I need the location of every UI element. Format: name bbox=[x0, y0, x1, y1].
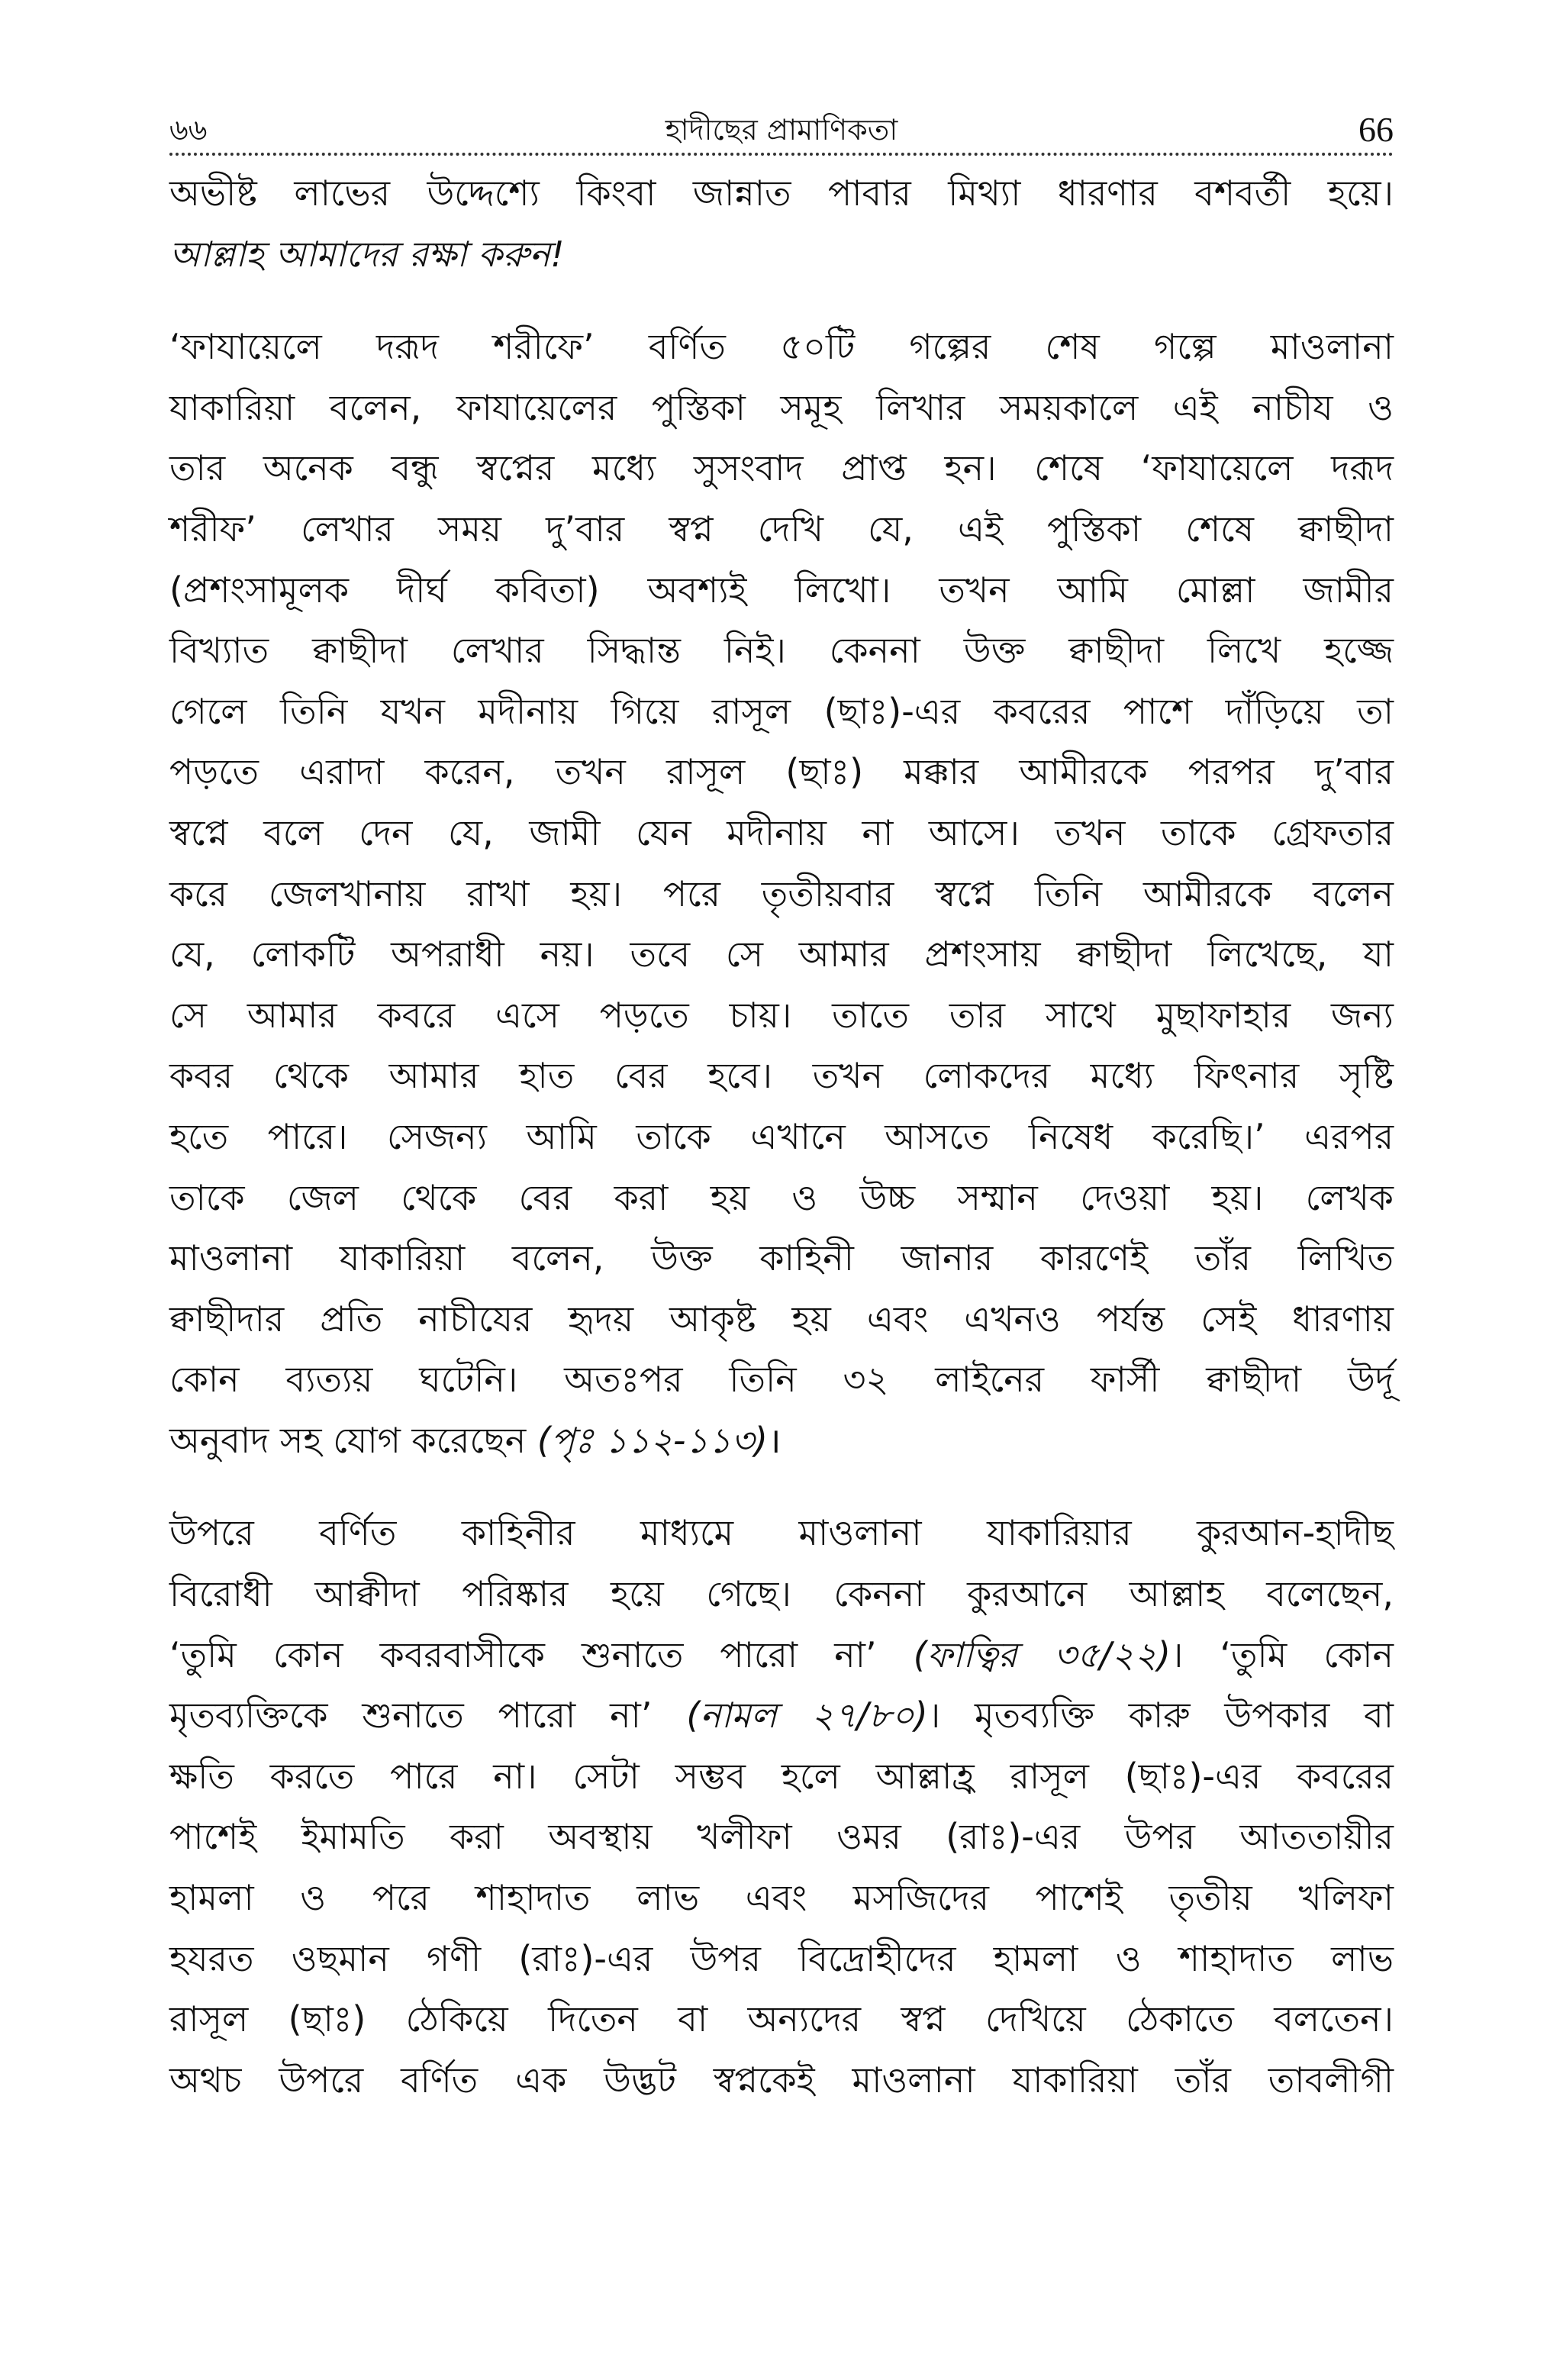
citation: (ফাত্বির ৩৫/২২) bbox=[913, 1633, 1171, 1675]
paragraph-1 bbox=[169, 163, 1394, 285]
text-line: ক্বাছীদার প্রতি নাচীযের হৃদয় আকৃষ্ট হয় এবং এখনও পর্যন্ত সেই ধারণায় bbox=[169, 1298, 1394, 1340]
text-run: । bbox=[767, 1419, 782, 1461]
page-number-english: 66 bbox=[1358, 110, 1394, 149]
text-line: তাকে জেল থেকে বের করা হয় ও উচ্চ সম্মান দেওয়া হয়। লেখক bbox=[169, 1176, 1394, 1218]
text-line: পাশেই ইমামতি করা অবস্থায় খলীফা ওমর (রাঃ)-এর উপর আততায়ীর bbox=[169, 1816, 1394, 1858]
text-line: অথচ উপরে বর্ণিত এক উদ্ভট স্বপ্নকেই মাওলানা যাকারিয়া তাঁর তাবলীগী bbox=[169, 2059, 1394, 2101]
text-line: সে আমার কবরে এসে পড়তে চায়। তাতে তার সাথে মুছাফাহার জন্য bbox=[169, 994, 1394, 1036]
header-dotted-rule bbox=[169, 153, 1394, 156]
citation: (নামল ২৭/৮০) bbox=[686, 1695, 928, 1737]
text-run: মৃতব্যক্তিকে শুনাতে পারো না’ bbox=[169, 1695, 687, 1737]
text-line: কোন ব্যত্যয় ঘটেনি। অতঃপর তিনি ৩২ লাইনের ফার্সী ক্বাছীদা উর্দূ bbox=[169, 1359, 1394, 1401]
text-line: পড়তে এরাদা করেন, তখন রাসূল (ছাঃ) মক্কার আমীরকে পরপর দু’বার bbox=[169, 751, 1394, 793]
paragraph-gap bbox=[169, 285, 1394, 317]
text-line: যাকারিয়া বলেন, ফাযায়েলের পুস্তিকা সমূহ লিখার সময়কালে এই নাচীয ও bbox=[169, 386, 1394, 428]
text-line-with-citation bbox=[169, 1625, 1394, 1686]
text-line-italic-prayer: আল্লাহ আমাদের রক্ষা করুন! bbox=[169, 233, 565, 275]
paragraph-gap bbox=[169, 1471, 1394, 1503]
text-run: ‘তুমি কোন কবরবাসীকে শুনাতে পারো না’ bbox=[169, 1633, 914, 1675]
paragraph-2 bbox=[169, 317, 1394, 1471]
text-run: । ‘তুমি কোন bbox=[1170, 1633, 1394, 1675]
text-line-with-citation bbox=[169, 1685, 1394, 1746]
text-line: বিরোধী আক্বীদা পরিষ্কার হয়ে গেছে। কেননা কুরআনে আল্লাহ বলেছেন, bbox=[169, 1573, 1394, 1615]
text-run: । মৃতব্যক্তি কারু উপকার বা bbox=[927, 1695, 1394, 1737]
text-line: হতে পারে। সেজন্য আমি তাকে এখানে আসতে নিষেধ করেছি।’ এরপর bbox=[169, 1115, 1394, 1157]
text-line: মাওলানা যাকারিয়া বলেন, উক্ত কাহিনী জানার কারণেই তাঁর লিখিত bbox=[169, 1237, 1394, 1279]
text-line: কবর থেকে আমার হাত বের হবে। তখন লোকদের মধ্যে ফিৎনার সৃষ্টি bbox=[169, 1055, 1394, 1097]
running-title: হাদীছের প্রামাণিকতা bbox=[665, 113, 898, 147]
page-number-bengali: ৬৬ bbox=[169, 113, 208, 147]
text-line: বিখ্যাত ক্বাছীদা লেখার সিদ্ধান্ত নিই। কেননা উক্ত ক্বাছীদা লিখে হজ্জে bbox=[169, 630, 1394, 672]
text-line: (প্রশংসামূলক দীর্ঘ কবিতা) অবশ্যই লিখো। তখন আমি মোল্লা জামীর bbox=[169, 569, 1394, 611]
text-line: শরীফ’ লেখার সময় দু’বার স্বপ্ন দেখি যে, এই পুস্তিকা শেষে ক্বাছীদা bbox=[169, 508, 1394, 550]
text-line: ক্ষতি করতে পারে না। সেটা সম্ভব হলে আল্লাহ্র রাসূল (ছাঃ)-এর কবরের bbox=[169, 1755, 1394, 1797]
text-line: রাসূল (ছাঃ) ঠেকিয়ে দিতেন বা অন্যদের স্বপ্ন দেখিয়ে ঠেকাতে বলতেন। bbox=[169, 1998, 1394, 2040]
text-line: উপরে বর্ণিত কাহিনীর মাধ্যমে মাওলানা যাকারিয়ার কুরআন-হাদীছ bbox=[169, 1512, 1394, 1554]
text-line: যে, লোকটি অপরাধী নয়। তবে সে আমার প্রশংসায় ক্বাছীদা লিখেছে, যা bbox=[169, 934, 1394, 976]
text-line: গেলে তিনি যখন মদীনায় গিয়ে রাসূল (ছাঃ)-এর কবরের পাশে দাঁড়িয়ে তা bbox=[169, 690, 1394, 732]
text-line: করে জেলখানায় রাখা হয়। পরে তৃতীয়বার স্বপ্নে তিনি আমীরকে বলেন bbox=[169, 872, 1394, 914]
text-line-last bbox=[169, 1411, 1394, 1472]
text-line: অভীষ্ট লাভের উদ্দেশ্যে কিংবা জান্নাত পাবার মিথ্যা ধারণার বশবর্তী হয়ে। bbox=[169, 173, 1394, 214]
text-line: স্বপ্নে বলে দেন যে, জামী যেন মদীনায় না আসে। তখন তাকে গ্রেফতার bbox=[169, 811, 1394, 853]
citation: (পৃঃ ১১২-১১৩) bbox=[537, 1419, 768, 1461]
text-line: তার অনেক বন্ধু স্বপ্নের মধ্যে সুসংবাদ প্রাপ্ত হন। শেষে ‘ফাযায়েলে দরূদ bbox=[169, 447, 1394, 489]
text-line: হযরত ওছমান গণী (রাঃ)-এর উপর বিদ্রোহীদের হামলা ও শাহাদাত লাভ bbox=[169, 1937, 1394, 1979]
text-run: অনুবাদ সহ যোগ করেছেন bbox=[169, 1419, 537, 1461]
body-text bbox=[169, 163, 1394, 2111]
text-line: ‘ফাযায়েলে দরূদ শরীফে’ বর্ণিত ৫০টি গল্পের শেষ গল্পে মাওলানা bbox=[169, 326, 1394, 368]
text-line: হামলা ও পরে শাহাদাত লাভ এবং মসজিদের পাশেই তৃতীয় খলিফা bbox=[169, 1877, 1394, 1919]
paragraph-3 bbox=[169, 1503, 1394, 2111]
